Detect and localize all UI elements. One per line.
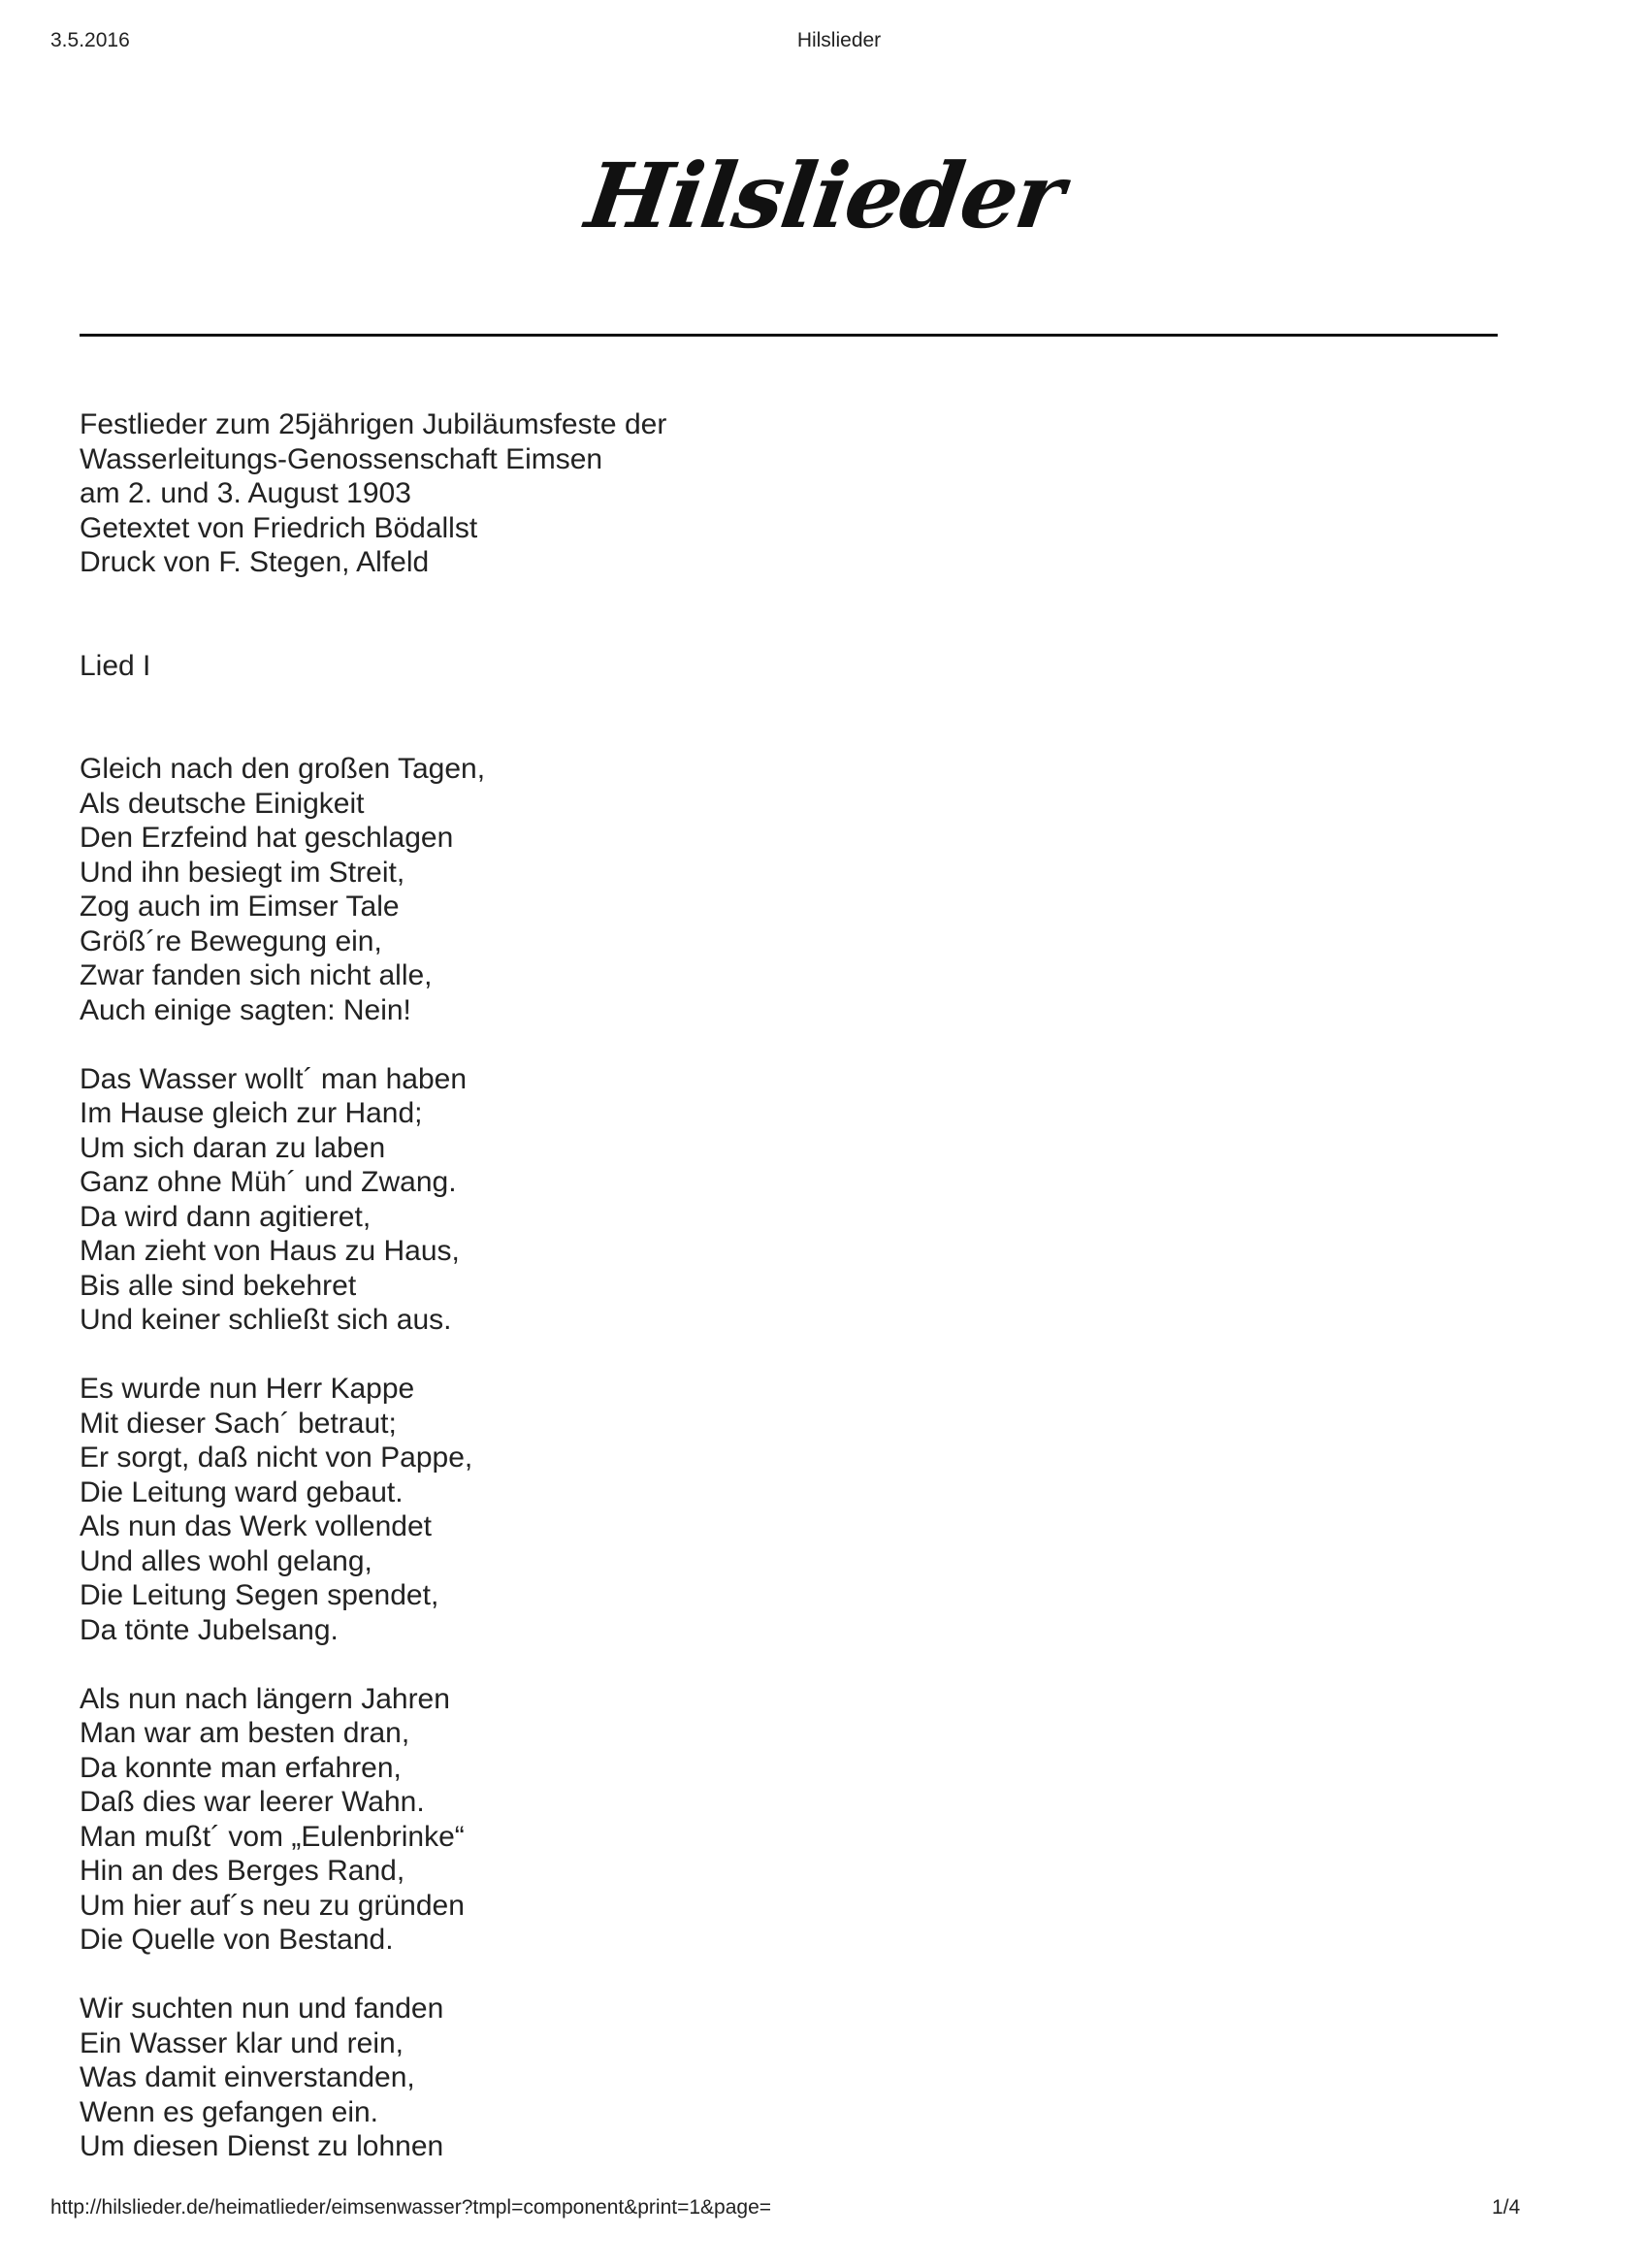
verse-line: Gleich nach den großen Tagen, (80, 753, 486, 785)
print-date: 3.5.2016 (50, 29, 130, 51)
verse-line: Man mußt´ vom „Eulenbrinke“ (80, 1820, 465, 1853)
verse-line: Ein Wasser klar und rein, (80, 2026, 404, 2059)
verse-line: Man zieht von Haus zu Haus, (80, 1235, 460, 1267)
verse-line: Und keiner schließt sich aus. (80, 1304, 452, 1336)
verse-line: Zog auch im Eimser Tale (80, 891, 400, 923)
verse-line: Das Wasser wollt´ man haben (80, 1062, 468, 1095)
verse-line: Die Quelle von Bestand. (80, 1924, 394, 1956)
verse-line: Mit dieser Sach´ betraut; (80, 1407, 397, 1440)
verse-line: Da konnte man erfahren, (80, 1751, 402, 1784)
verse-line: Hin an des Berges Rand, (80, 1855, 405, 1887)
verse-line: Um diesen Dienst zu lohnen (80, 2130, 444, 2162)
verse-line: Die Leitung ward gebaut. (80, 1475, 404, 1508)
verse-line: Den Erzfeind hat geschlagen (80, 822, 454, 854)
header-divider (80, 334, 1498, 337)
verse-line: Es wurde nun Herr Kappe (80, 1373, 415, 1405)
verse-line: Die Leitung Segen spendet, (80, 1579, 439, 1611)
verse-line: Was damit einverstanden, (80, 2061, 415, 2093)
intro-block (80, 407, 1535, 580)
verse-line: Da wird dann agitieret, (80, 1200, 372, 1233)
intro-line: Druck von F. Stegen, Alfeld (80, 546, 430, 578)
verse-line: Er sorgt, daß nicht von Pappe, (80, 1442, 473, 1474)
verse-2 (80, 1062, 1535, 1338)
verse-1 (80, 752, 1535, 1027)
hilslieder-logo: Hilslieder (580, 144, 1069, 248)
verse-line: Und ihn besiegt im Streit, (80, 856, 405, 889)
verse-line: Da tönte Jubelsang. (80, 1613, 339, 1646)
verse-line: Um hier auf´s neu zu gründen (80, 1889, 465, 1922)
verse-line: Ganz ohne Müh´ und Zwang. (80, 1166, 457, 1198)
verse-line: Im Hause gleich zur Hand; (80, 1097, 423, 1129)
verse-line: Größ´re Bewegung ein, (80, 924, 382, 957)
intro-line: Wasserleitungs-Genossenschaft Eimsen (80, 442, 603, 475)
verse-line: Auch einige sagten: Nein! (80, 993, 411, 1026)
verse-4 (80, 1682, 1535, 1958)
verse-line: Zwar fanden sich nicht alle, (80, 959, 433, 991)
verse-line: Um sich daran zu laben (80, 1131, 386, 1164)
verse-line: Als nun nach längern Jahren (80, 1682, 450, 1715)
page-number: 1/4 (1492, 2196, 1521, 2219)
verse-line: Daß dies war leerer Wahn. (80, 1786, 425, 1818)
print-source-url: http://hilslieder.de/heimatlieder/eimsenwasser?tmpl=component&print=1&page= (50, 2196, 772, 2219)
verse-line: Bis alle sind bekehret (80, 1269, 357, 1302)
verse-line: Wir suchten nun und fanden (80, 1993, 444, 2025)
intro-line: am 2. und 3. August 1903 (80, 477, 411, 509)
verse-line: Als deutsche Einigkeit (80, 787, 365, 820)
article-content (80, 407, 1535, 2164)
verse-line: Man war am besten dran, (80, 1717, 410, 1749)
song-title: Lied I (80, 649, 151, 682)
verse-line: Als nun das Werk vollendet (80, 1510, 432, 1542)
intro-line: Getextet von Friedrich Bödallst (80, 511, 478, 544)
verse-5 (80, 1992, 1535, 2164)
verse-line: Und alles wohl gelang, (80, 1544, 372, 1577)
intro-line: Festlieder zum 25jährigen Jubiläumsfeste der (80, 408, 667, 440)
verse-3 (80, 1372, 1535, 1647)
print-page-title: Hilslieder (796, 29, 882, 51)
verse-line: Wenn es gefangen ein. (80, 2095, 379, 2128)
